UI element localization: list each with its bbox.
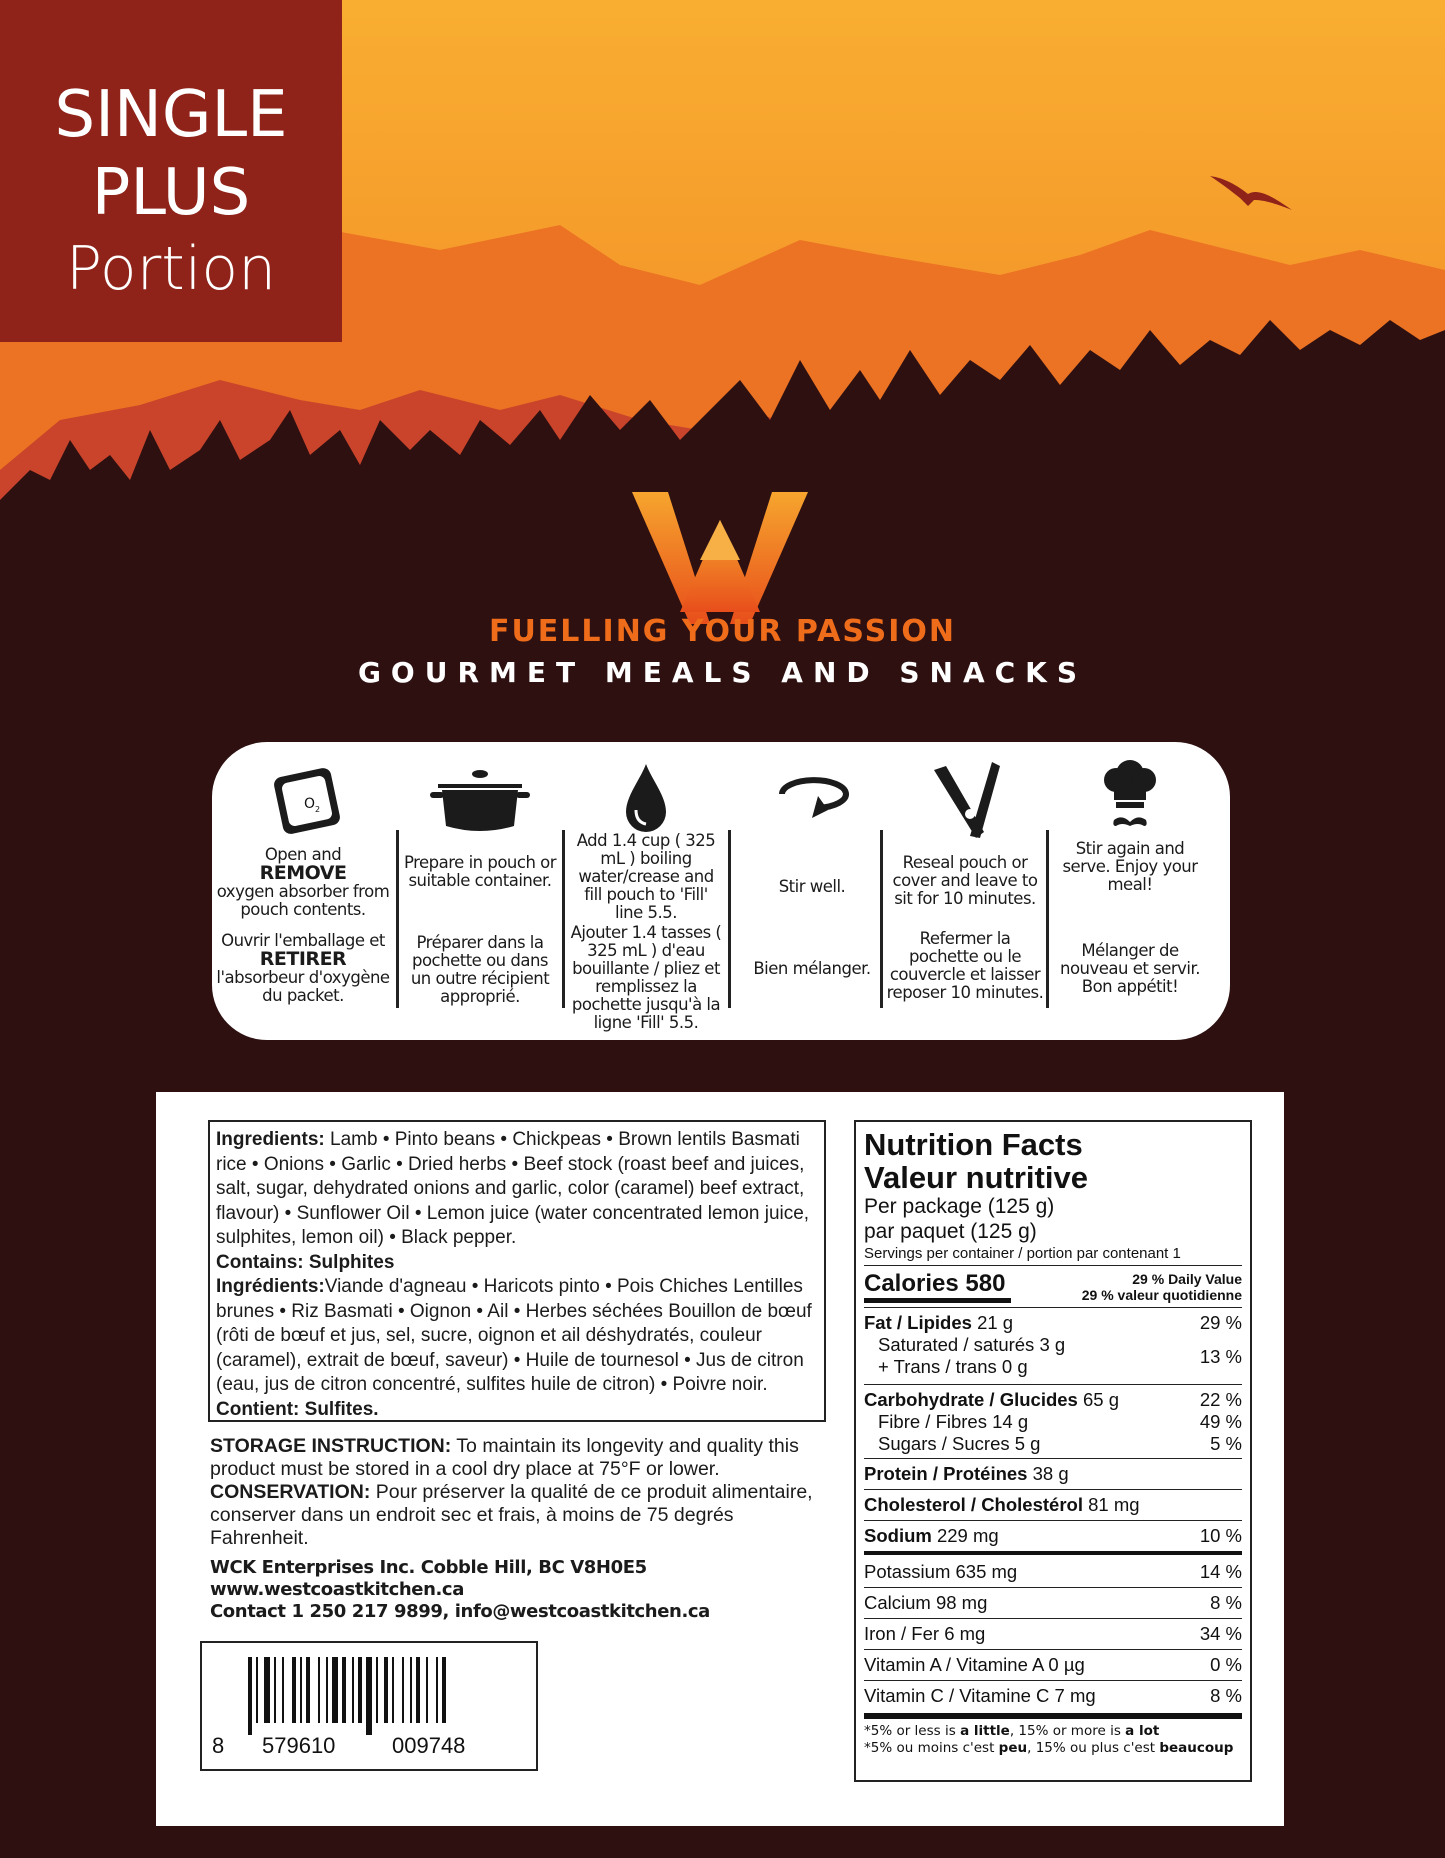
water-drop-icon (566, 756, 726, 838)
portion-badge (0, 0, 342, 342)
step2-fr: Préparer dans la pochette ou dans un outre récipient approprié. (410, 933, 550, 1006)
nutrient-row: + Trans / trans 0 g 13 % (878, 1346, 1242, 1377)
daily-value-note-en: *5% or less is a little, 15% or more is a lot (864, 1723, 1160, 1739)
company-name: WCK Enterprises Inc. Cobble Hill, BC V8H0E5 (210, 1557, 647, 1578)
oxygen-absorber-icon (212, 756, 394, 838)
step-add-water (566, 742, 726, 1040)
step-stir (732, 742, 892, 1040)
nutrition-title-fr: Valeur nutritive (864, 1160, 1088, 1195)
product-label (156, 1092, 1284, 1826)
step5-en: Reseal pouch or cover and leave to sit for 10 minutes. (892, 853, 1038, 908)
step-reseal (884, 742, 1046, 1040)
nutrient-row: Potassium 635 mg 14 % (864, 1561, 1242, 1582)
nutrient-row: Iron / Fer 6 mg 34 % (864, 1623, 1242, 1644)
step-divider (728, 830, 731, 1008)
preparation-steps-panel (212, 742, 1230, 1040)
step-divider (1046, 830, 1049, 1008)
clothespin-icon (884, 756, 1046, 838)
brand-tagline: FUELLING YOUR PASSION (488, 614, 957, 649)
svg-text:O: O (304, 796, 316, 812)
nutrient-row: Cholesterol / Cholestérol 81 mg (864, 1494, 1140, 1515)
nutrient-row: Sodium 229 mg 10 % (864, 1525, 1242, 1546)
nutrient-row: Vitamin A / Vitamine A 0 µg 0 % (864, 1654, 1242, 1675)
nutrient-row: Carbohydrate / Glucides 65 g 22 % (864, 1389, 1242, 1410)
step4-fr: Bien mélanger. (753, 959, 871, 978)
step-prepare (400, 742, 560, 1040)
nutrition-title-en: Nutrition Facts (864, 1127, 1083, 1162)
ingredients-en-text: Lamb • Pinto beans • Chickpeas • Brown lentils Basmati rice • Onions • Garlic • Dried herbs • Beef stock (roast beef and juices, salt, sugar, dehydrated onions and garlic, color (caramel) beef extract, flavour) • Sunflower Oil • Lemon juice (water concentrated lemon juice, sulphites, lemon oil) • Black pepper. (216, 1129, 810, 1248)
company-contact: Contact 1 250 217 9899, info@westcoastkitchen.ca (210, 1601, 710, 1622)
step3-en: Add 1.4 cup ( 325 mL ) boiling water/crease and fill pouch to 'Fill' line 5.5. (576, 831, 716, 922)
step4-en: Stir well. (778, 877, 846, 896)
daily-value-note-fr: *5% ou moins c'est peu, 15% ou plus c'est beaucoup (864, 1740, 1234, 1756)
daily-value-header: 29 % Daily Value 29 % valeur quotidienne (1081, 1271, 1242, 1303)
cooking-pot-icon (400, 756, 560, 838)
nutrition-facts-table: Nutrition Facts Valeur nutritive Per package (125 g) par paquet (125 g) Servings per container / portion par contenant 1 Calories 580 29 % Daily Value 29 % valeur quotidienne Fat / Lipides 21 g 29 % Saturated / saturés 3 g + Trans / trans 0 g 13 % Carbohydrate / Glucides 65 g 22 % Fibre / Fibres 14 g 49 % Sugars / Sucres 5 g 5 % Protein / Protéines 38 g Cholesterol / Cholestérol 81 mg Sodium 229 mg 10 % Potassium 635 mg 14 % Calcium 98 mg 8 % Iron / Fer 6 mg 34 % Vitamin A / Vitamine A 0 µg 0 % Vitamin C / Vitamine C 7 mg 8 % *5% or less is a little, 15% or more is a lot *5% ou moins c'est peu, 15% ou plus c'est beaucoup (854, 1120, 1252, 1782)
step-divider (562, 830, 565, 1008)
step2-en: Prepare in pouch or suitable container. (403, 853, 557, 890)
contains-en: Contains: Sulphites (216, 1251, 395, 1273)
step1-fr: Ouvrir l'emballage et RETIRER l'absorbeur d'oxygène du packet. (216, 931, 390, 1005)
ingredients-en-label: Ingredients: (216, 1129, 325, 1150)
company-website[interactable]: www.westcoastkitchen.ca (210, 1579, 464, 1600)
badge-line-2: PLUS (91, 156, 251, 230)
step6-fr: Mélanger de nouveau et servir. Bon appétit! (1060, 941, 1200, 996)
ingredients-fr-text: Viande d'agneau • Haricots pinto • Pois Chiches Lentilles brunes • Riz Basmati • Oignon • Ail • Herbes séchées Bouillon de bœuf (rôti de bœuf et jus, sel, sucre, oignon et ail déshydratés, couleur (caramel), extrait de bœuf, saveur) • Huile de tournesol • Jus de citron (eau, jus de citron concentré, sulfites huile de citron) • Poivre noir. (216, 1276, 812, 1395)
badge-line-3: Portion (65, 234, 277, 304)
nutrient-row: Calcium 98 mg 8 % (864, 1592, 1242, 1613)
step-serve (1050, 742, 1210, 1040)
nutrient-row: Saturated / saturés 3 g (878, 1334, 1066, 1355)
ingredients-fr-label: Ingrédients: (216, 1276, 325, 1297)
barcode-number: 8 579610 009748 (212, 1733, 466, 1758)
svg-text:2: 2 (315, 805, 321, 814)
step-divider (880, 830, 883, 1008)
ingredients-box (208, 1120, 826, 1422)
nutrient-row: Fibre / Fibres 14 g 49 % (878, 1411, 1242, 1432)
nutrient-row: Protein / Protéines 38 g (864, 1463, 1069, 1484)
company-info (210, 1557, 830, 1623)
chef-mustache-icon (1050, 756, 1210, 838)
nutrient-row: Fat / Lipides 21 g 29 % (864, 1312, 1242, 1333)
step5-fr: Refermer la pochette ou le couvercle et laisser reposer 10 minutes. (886, 929, 1044, 1002)
barcode (200, 1641, 538, 1771)
brand-subtagline: GOURMET MEALS AND SNACKS (357, 656, 1088, 689)
storage-instructions: STORAGE INSTRUCTION: To maintain its longevity and quality this product must be stored in a cool dry place at 75°F or lower. CONSERVATION: Pour préserver la qualité de ce produit alimentaire, conserver dans un endroit sec et frais, à moins de 75 degrés Fahrenheit. (210, 1435, 813, 1549)
step3-fr: Ajouter 1.4 tasses ( 325 mL ) d'eau bouillante / pliez et remplissez la pochette jusqu'à la ligne 'Fill' 5.5. (570, 923, 722, 1032)
calories: Calories 580 (864, 1270, 1011, 1303)
badge-line-1: SINGLE (54, 78, 288, 152)
step6-en: Stir again and serve. Enjoy your meal! (1062, 839, 1198, 894)
contains-fr: Contient: Sulfites. (216, 1398, 379, 1420)
step-open-remove (212, 742, 394, 1040)
nutrient-row: Vitamin C / Vitamine C 7 mg 8 % (864, 1685, 1242, 1706)
nutrient-row: Sugars / Sucres 5 g 5 % (878, 1433, 1242, 1454)
step-divider (396, 830, 399, 1008)
step1-en: Open and REMOVE oxygen absorber from pouch contents. (216, 845, 390, 919)
stir-arrow-icon (732, 756, 892, 838)
